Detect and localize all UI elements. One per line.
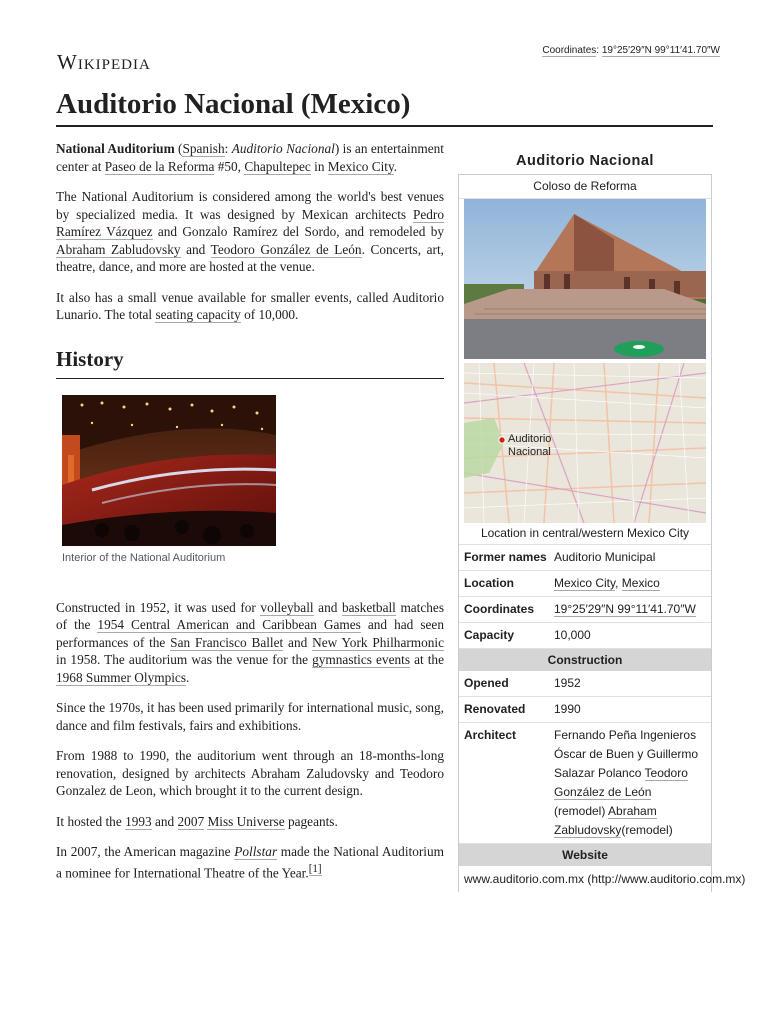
spanish-name: Auditorio Nacional — [231, 141, 335, 156]
link-pollstar[interactable]: Pollstar — [234, 844, 278, 859]
infobox — [458, 148, 746, 892]
infobox-section-website: Website — [459, 844, 711, 866]
link-2007[interactable]: 2007 — [177, 813, 205, 829]
link-1993[interactable]: 1993 — [125, 813, 152, 829]
history-paragraph-4: It hosted the 1993 and 2007 Miss Universe pageants. — [56, 813, 338, 829]
link-seating-capacity[interactable]: seating capacity — [155, 307, 241, 322]
title-divider — [56, 125, 713, 127]
intro-paragraph-2: The National Auditorium is considered among the world's best venues by specialized media. It was designed by Mexican architects Pedro Ramírez Vázquez and Gonzalo Ramírez del Sordo, and remodeled by Abraham Zabludovsky and Teodoro González de León. Concerts, art, theatre, dance, and more are hosted at the venue. — [56, 189, 444, 274]
link-paseo-de-la-reforma[interactable]: Paseo de la Reforma — [104, 158, 215, 174]
infobox-row-coordinates: Coordinates 19°25′29″N 99°11′41.70″W — [459, 597, 711, 623]
locator-map[interactable] — [464, 363, 706, 523]
infobox-row-location: Location Mexico City, Mexico — [459, 571, 711, 597]
link-abraham-zabludovsky[interactable]: Abraham Zabludovsky — [56, 241, 181, 257]
infobox-section-construction: Construction — [459, 649, 711, 671]
infobox-row-former-names: Former names Auditorio Municipal — [459, 545, 711, 571]
link-basketball[interactable]: basketball — [341, 599, 396, 615]
map-marker-label: Auditorio Nacional — [508, 433, 552, 458]
infobox-row-architect: Architect Fernando Peña Ingenieros Óscar de Buen y Guillermo Salazar Polanco Teodoro González de León (remodel) Abraham Zabludovsky(remodel) — [459, 723, 711, 844]
intro-paragraph-1: National Auditorium (Spanish: Auditorio Nacional) is an entertainment center at Paseo de la Reforma #50, Chapultepec in Mexico City. — [56, 141, 444, 174]
link-chapultepec[interactable]: Chapultepec — [244, 158, 311, 174]
auditorium-exterior-photo[interactable] — [464, 199, 706, 359]
link-spanish[interactable]: Spanish — [182, 141, 225, 156]
history-heading: History — [56, 344, 444, 379]
link-architect-abraham[interactable]: Abraham Zabludovsky — [554, 804, 657, 837]
map-caption: Location in central/western Mexico City — [459, 523, 711, 545]
link-san-francisco-ballet[interactable]: San Francisco Ballet — [170, 634, 284, 650]
link-miss-universe[interactable]: Miss Universe — [207, 813, 285, 829]
infobox-website-link[interactable]: www.auditorio.com.mx (http://www.auditorio.com.mx) — [464, 872, 746, 886]
link-location-mexico[interactable]: Mexico — [621, 576, 660, 590]
link-1954-games[interactable]: 1954 Central American and Caribbean Games — [97, 617, 361, 632]
infobox-row-renovated: Renovated 1990 — [459, 697, 711, 723]
coordinates-header: Coordinates: 19°25′29″N 99°11′41.70″W — [542, 45, 720, 56]
infobox-subtitle: Coloso de Reforma — [459, 175, 711, 199]
link-teodoro-gonzalez-de-leon[interactable]: Teodoro González de León — [210, 241, 362, 257]
coordinates-link[interactable]: 19°25′29″N 99°11′41.70″W — [601, 45, 720, 56]
history-paragraph-1: Constructed in 1952, it was used for volleyball and basketball matches of the 1954 Central American and Caribbean Games and had seen performances of the San Francisco Ballet and New York Philharmonic in 1958. The auditorium was the venue for the gymnastics events at the 1968 Summer Olympics. — [56, 599, 445, 685]
intro-paragraph-3: It also has a small venue available for smaller events, called Auditorio Lunario. The total seating capacity of 10,000. — [56, 289, 444, 322]
coordinates-label[interactable]: Coordinates — [542, 45, 597, 56]
link-1968-summer-olympics[interactable]: 1968 Summer Olympics — [56, 669, 187, 685]
history-figure — [62, 395, 276, 565]
infobox-row-opened: Opened 1952 — [459, 671, 711, 697]
link-pedro-ramirez-vazquez[interactable]: Pedro Ramírez Vázquez — [56, 206, 444, 239]
link-infobox-coordinates[interactable]: 19°25′29″N 99°11′41.70″W — [554, 602, 696, 616]
link-architect-teodoro[interactable]: Teodoro González de León — [554, 766, 688, 799]
wikipedia-logo[interactable]: Wikipedia — [57, 50, 151, 74]
link-mexico-city[interactable]: Mexico City — [327, 158, 394, 174]
history-paragraph-3: From 1988 to 1990, the auditorium went through an 18-months-long renovation, designed by architects Abraham Zaludovsky and Teodoro Gonzalez de Leon, which brought it to the current design. — [56, 748, 444, 798]
history-figure-caption: Interior of the National Auditorium — [62, 551, 226, 564]
page-title: Auditorio Nacional (Mexico) — [56, 88, 411, 120]
history-paragraph-2: Since the 1970s, it has been used primarily for international music, song, dance and film festivals, fairs and exhibitions. — [56, 700, 444, 733]
link-volleyball[interactable]: volleyball — [260, 599, 314, 615]
locator-map-wrapper — [459, 363, 711, 523]
infobox-table — [458, 174, 746, 892]
lead-term: National Auditorium — [56, 141, 175, 156]
reference-1[interactable]: [1] — [308, 862, 322, 875]
infobox-title: Auditorio Nacional — [516, 153, 654, 169]
history-paragraph-5: In 2007, the American magazine Pollstar made the National Auditorium a nominee for International Theatre of the Year.[1] — [56, 844, 444, 880]
article-body — [56, 140, 444, 894]
infobox-row-capacity: Capacity 10,000 — [459, 623, 711, 649]
link-location-mexico-city[interactable]: Mexico City — [554, 576, 616, 590]
link-gymnastics-events[interactable]: gymnastics events — [312, 652, 410, 667]
link-new-york-philharmonic[interactable]: New York Philharmonic — [312, 634, 445, 650]
auditorium-interior-image[interactable] — [62, 395, 276, 546]
